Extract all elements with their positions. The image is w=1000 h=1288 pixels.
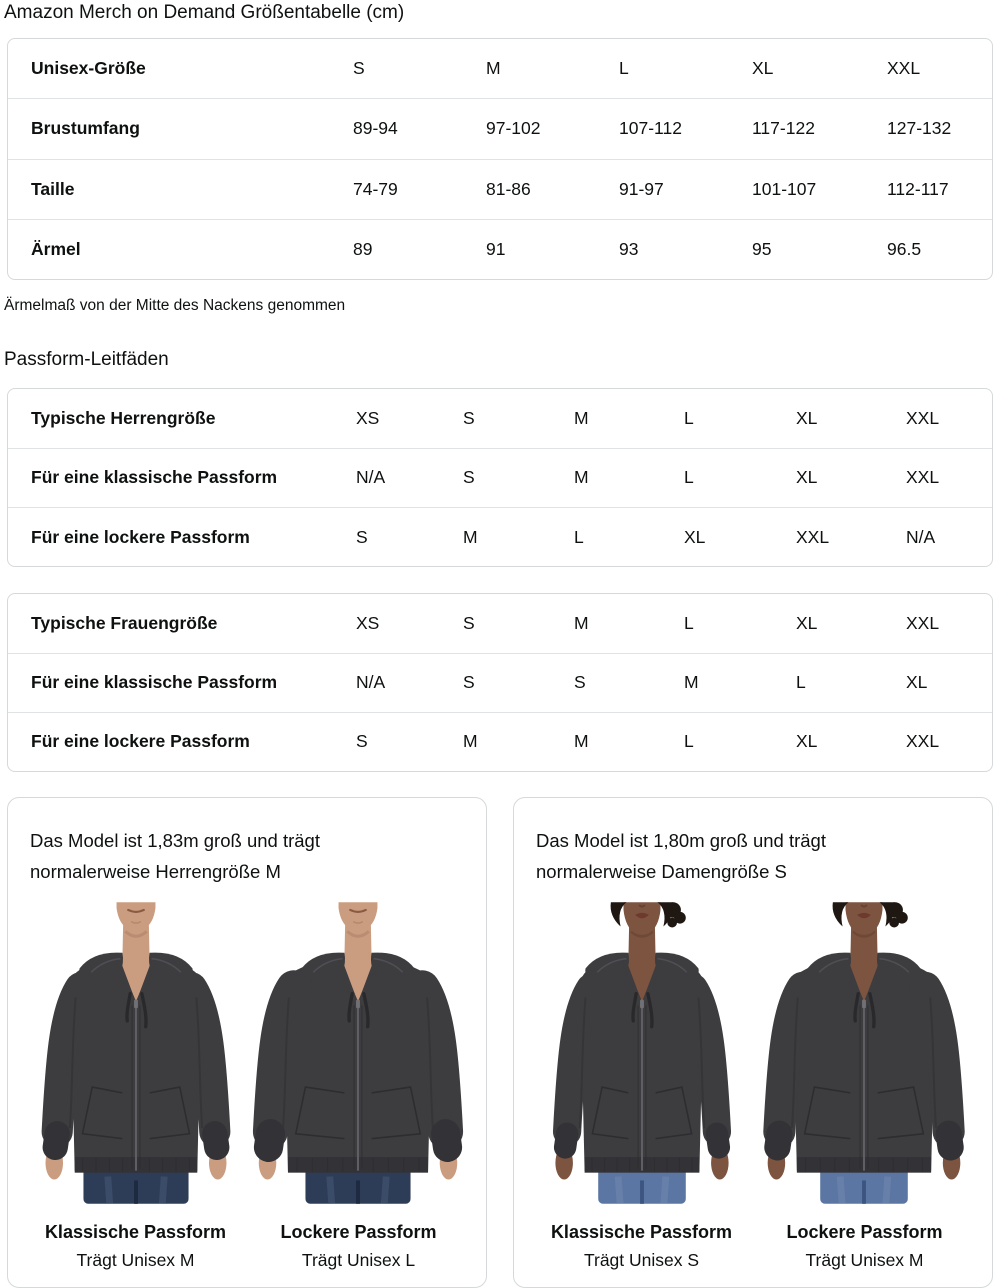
model-photo-male-loose: [250, 898, 466, 1208]
row-label: Unisex-Größe: [31, 58, 146, 79]
size-cell: S: [463, 612, 475, 633]
size-cell: XXL: [906, 731, 940, 752]
size-cell: M: [684, 672, 699, 693]
size-cell: L: [796, 672, 806, 693]
size-cell: L: [574, 526, 584, 547]
size-cell: 127-132: [887, 118, 952, 139]
photo-captions: [24, 1220, 470, 1275]
size-cell: M: [574, 612, 589, 633]
size-cell: 97-102: [486, 118, 541, 139]
table-row: [8, 594, 992, 652]
size-cell: 89-94: [353, 118, 398, 139]
size-cell: XL: [752, 58, 774, 79]
size-cell: XL: [684, 526, 706, 547]
row-label: Für eine lockere Passform: [31, 526, 250, 547]
table-row: [8, 507, 992, 566]
caption-loose-fit: [753, 1220, 976, 1275]
size-cell: S: [574, 672, 586, 693]
size-cell: S: [463, 672, 475, 693]
size-cell: 117-122: [752, 118, 815, 139]
sleeve-measure-note: Ärmelmaß von der Mitte des Nackens genommen: [4, 297, 346, 315]
size-cell: 89: [353, 239, 373, 260]
model-photos: [530, 898, 976, 1208]
model-photo-female-classic: [534, 898, 750, 1208]
model-photo-female-loose: [756, 898, 972, 1208]
size-cell: XL: [906, 672, 928, 693]
size-cell: 91-97: [619, 178, 664, 199]
size-cell: XS: [356, 612, 380, 633]
photo-captions: [530, 1220, 976, 1275]
size-cell: 93: [619, 239, 639, 260]
size-worn-label: Trägt Unisex S: [583, 1250, 700, 1271]
mens-fit-table: [7, 388, 993, 567]
unisex-size-table: [7, 38, 993, 280]
size-cell: 91: [486, 239, 506, 260]
row-label: Für eine klassische Passform: [31, 467, 278, 488]
fit-label: Klassische Passform: [550, 1222, 733, 1243]
fit-label: Lockere Passform: [786, 1222, 943, 1243]
size-cell: XL: [796, 407, 818, 428]
size-worn-label: Trägt Unisex M: [805, 1250, 924, 1271]
size-cell: M: [463, 731, 478, 752]
fit-guides-heading: Passform-Leitfäden: [4, 349, 169, 371]
model-fit-cards: [7, 797, 993, 1288]
fit-label: Klassische Passform: [44, 1222, 227, 1243]
size-cell: 74-79: [353, 178, 398, 199]
caption-loose-fit: [247, 1220, 470, 1275]
size-cell: 101-107: [752, 178, 817, 199]
row-label: Taille: [31, 178, 75, 199]
size-cell: N/A: [356, 467, 386, 488]
size-cell: M: [486, 58, 501, 79]
row-label: Brustumfang: [31, 118, 140, 139]
fit-label: Lockere Passform: [280, 1222, 437, 1243]
size-cell: S: [353, 58, 365, 79]
table-row: [8, 653, 992, 712]
page-title: Amazon Merch on Demand Größentabelle (cm): [4, 2, 405, 23]
size-cell: XXL: [796, 526, 830, 547]
size-cell: S: [356, 526, 368, 547]
size-worn-label: Trägt Unisex M: [76, 1250, 195, 1271]
size-cell: L: [684, 731, 694, 752]
table-row: [8, 159, 992, 219]
row-label: Ärmel: [31, 239, 81, 260]
size-cell: M: [574, 467, 589, 488]
size-cell: S: [463, 467, 475, 488]
size-cell: XXL: [887, 58, 921, 79]
model-photo-male-classic: [28, 898, 244, 1208]
row-label: Typische Frauengröße: [31, 612, 218, 633]
size-cell: L: [684, 407, 694, 428]
row-label: Für eine lockere Passform: [31, 731, 250, 752]
row-label: Für eine klassische Passform: [31, 672, 278, 693]
size-cell: M: [574, 731, 589, 752]
size-cell: XXL: [906, 612, 940, 633]
table-row: [8, 39, 992, 98]
size-cell: L: [619, 58, 629, 79]
size-cell: XXL: [906, 467, 940, 488]
table-row: [8, 389, 992, 447]
size-cell: 96.5: [887, 239, 922, 260]
table-row: [8, 448, 992, 507]
size-cell: S: [356, 731, 368, 752]
row-label: Typische Herrengröße: [31, 407, 216, 428]
size-worn-label: Trägt Unisex L: [301, 1250, 416, 1271]
size-cell: XS: [356, 407, 380, 428]
table-row: [8, 98, 992, 158]
size-cell: 81-86: [486, 178, 531, 199]
size-cell: 107-112: [619, 118, 682, 139]
size-cell: XXL: [906, 407, 940, 428]
size-cell: XL: [796, 731, 818, 752]
womens-fit-table: [7, 593, 993, 772]
size-cell: L: [684, 612, 694, 633]
size-cell: S: [463, 407, 475, 428]
size-cell: XL: [796, 467, 818, 488]
size-cell: L: [684, 467, 694, 488]
table-row: [8, 219, 992, 279]
womens-model-card: [513, 797, 993, 1288]
caption-classic-fit: [24, 1220, 247, 1275]
model-description: Das Model ist 1,80m groß und trägt normalerweise Damengröße S: [536, 830, 826, 883]
size-cell: 95: [752, 239, 772, 260]
size-cell: M: [574, 407, 589, 428]
size-cell: N/A: [906, 526, 936, 547]
caption-classic-fit: [530, 1220, 753, 1275]
table-row: [8, 712, 992, 771]
size-cell: N/A: [356, 672, 386, 693]
model-photos: [24, 898, 470, 1208]
size-cell: 112-117: [887, 178, 949, 199]
model-description: Das Model ist 1,83m groß und trägt normalerweise Herrengröße M: [30, 830, 320, 883]
size-chart-page: [0, 2, 1000, 1288]
mens-model-card: [7, 797, 487, 1288]
size-cell: XL: [796, 612, 818, 633]
size-cell: M: [463, 526, 478, 547]
